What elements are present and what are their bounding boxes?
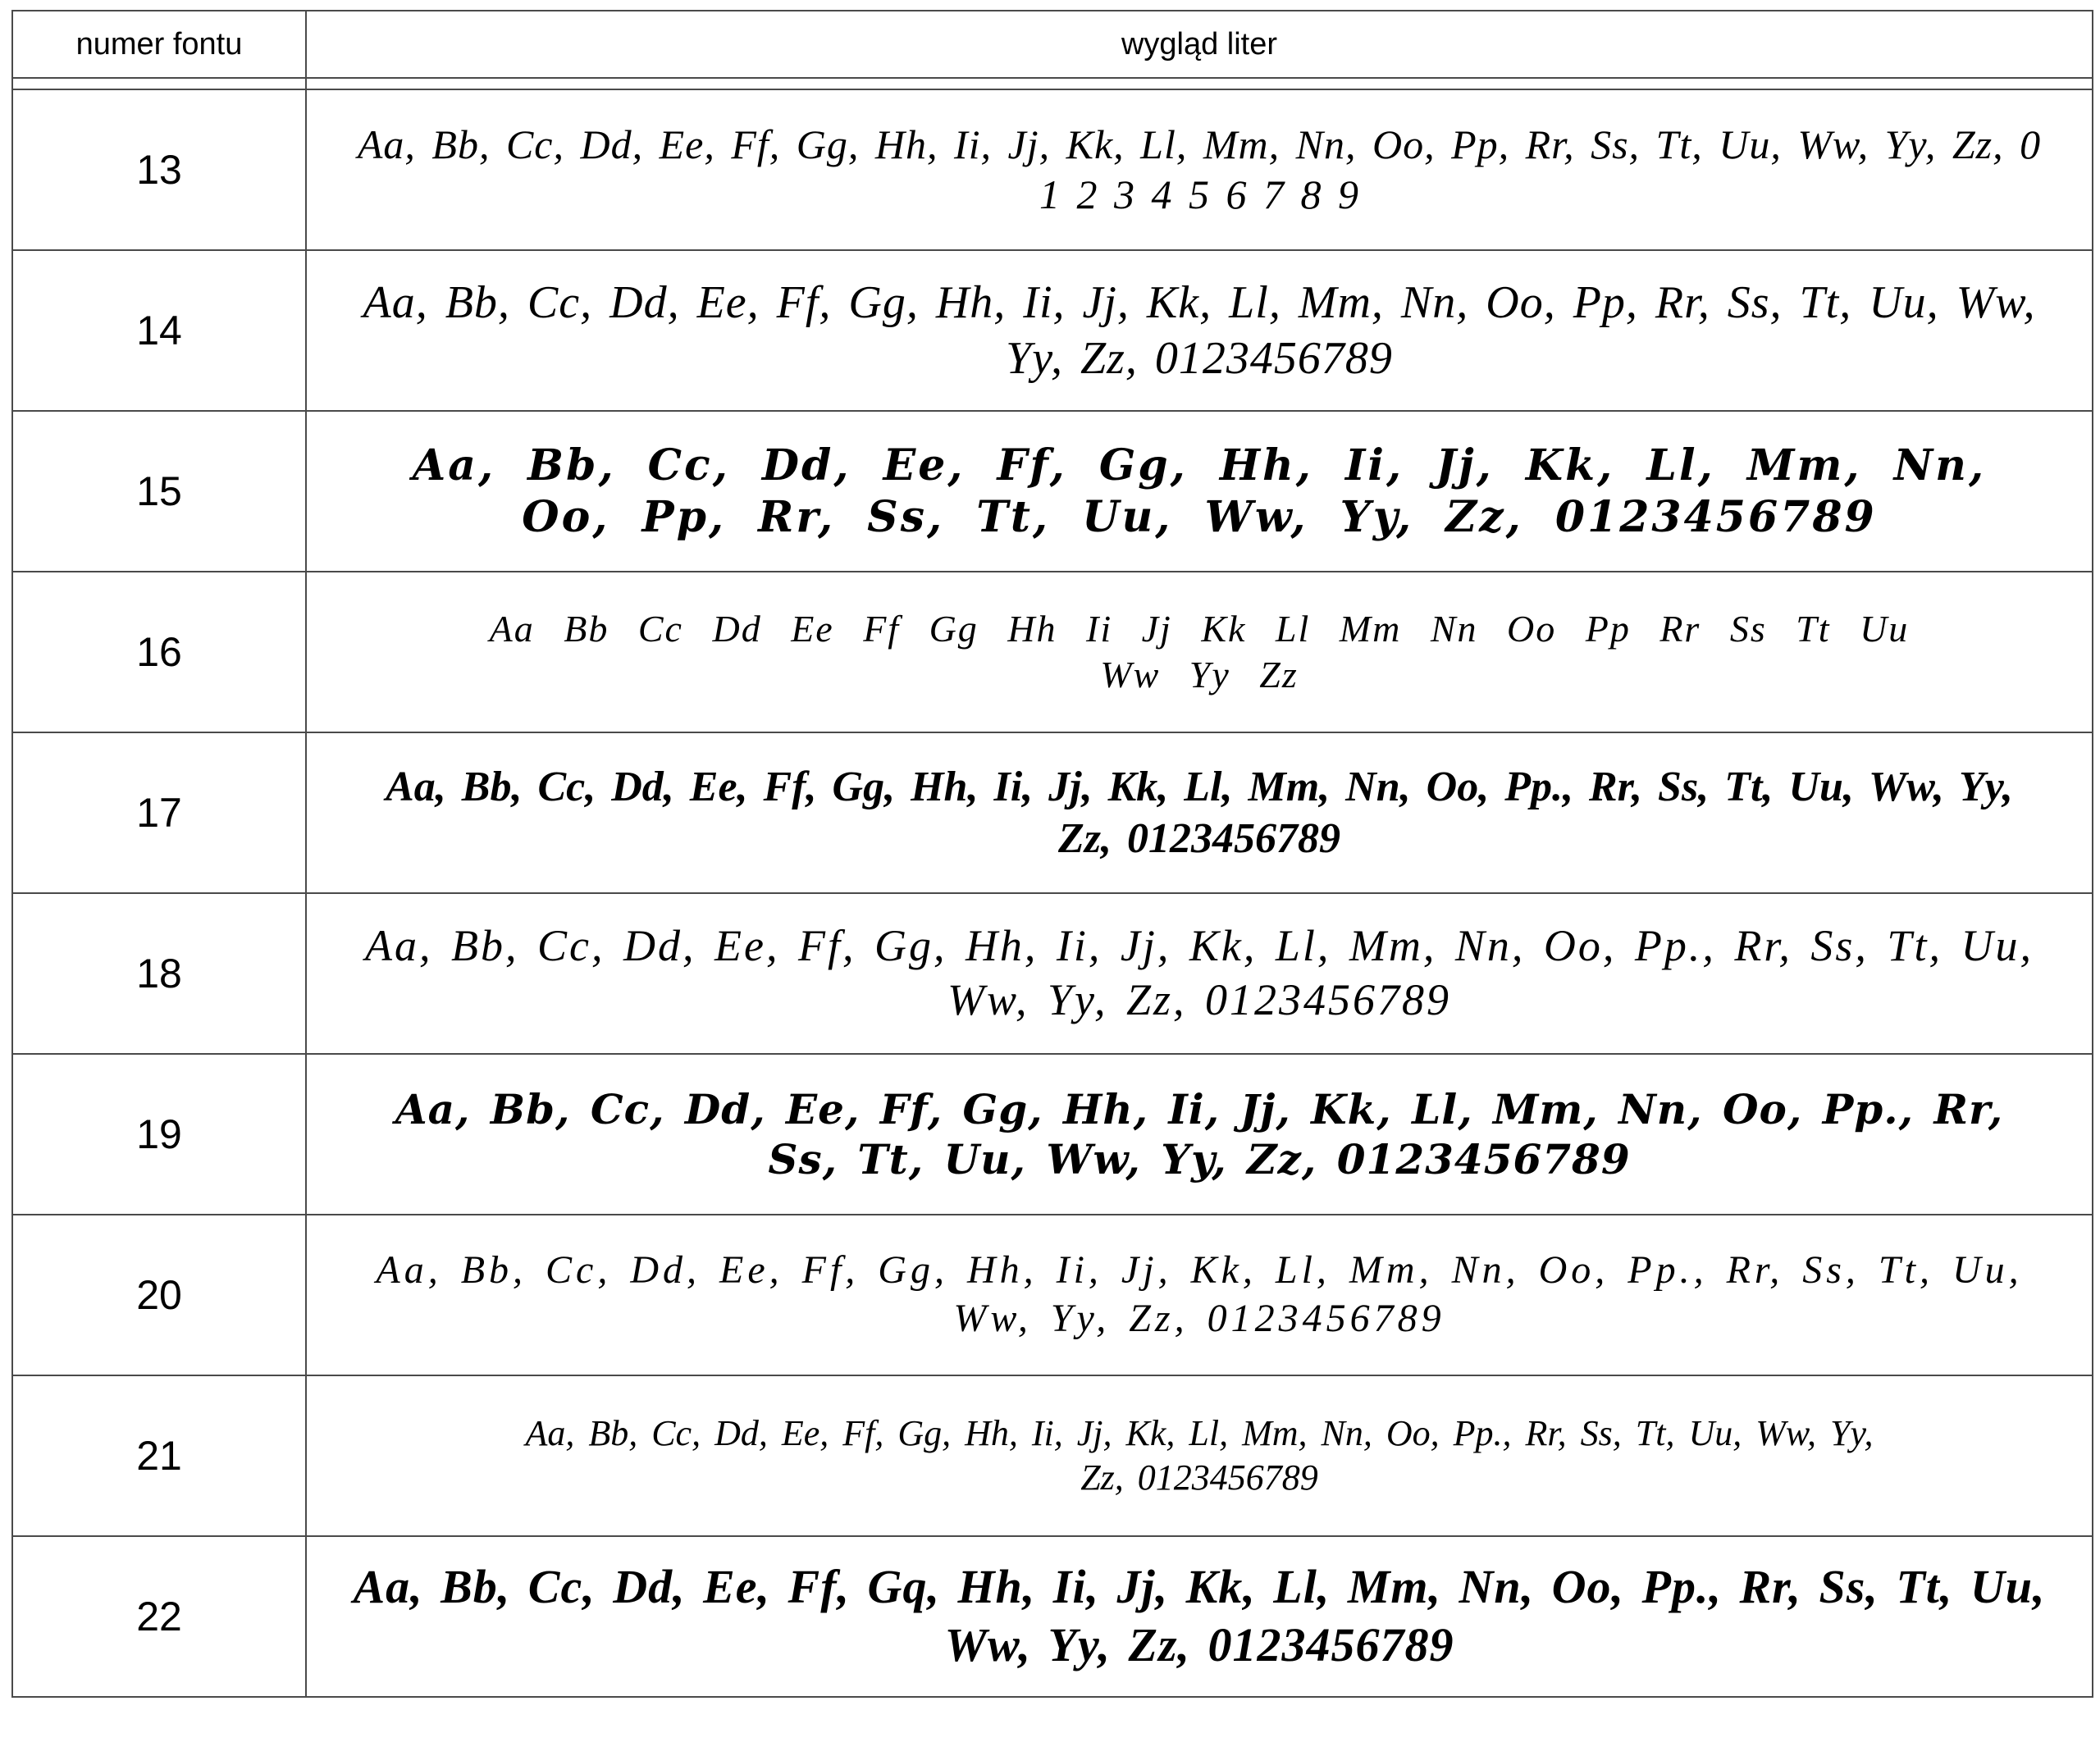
spacer-cell (306, 78, 2093, 89)
table-row (12, 250, 2093, 411)
font-sample-cell (306, 1054, 2093, 1215)
header-letter-appearance: wygląd liter (306, 11, 2093, 78)
font-sample: Aa, Bb, Cc, Dd, Ee, Ff, Gg, Hh, Ii, Jj, Kk, Ll, Mm, Nn, Oo, Pp., Rr, Ss, Tt, Uu, Ww, Yy, Zz, 0123456789 (525, 1413, 1874, 1498)
font-sample-cell (306, 1215, 2093, 1375)
table-row (12, 1054, 2093, 1215)
font-sample-cell (306, 1375, 2093, 1536)
table-row (12, 1536, 2093, 1697)
spacer-cell (12, 78, 306, 89)
font-sample-cell (306, 1536, 2093, 1697)
table-row (12, 411, 2093, 572)
font-table-sheet (11, 10, 2092, 1711)
font-number: 19 (12, 1054, 306, 1215)
font-number: 15 (12, 411, 306, 572)
font-number: 21 (12, 1375, 306, 1536)
font-sample-cell (306, 893, 2093, 1054)
table-row (12, 1215, 2093, 1375)
font-sample-cell (306, 250, 2093, 411)
font-sample: Aa, Bb, Cc, Dd, Ee, Ff, Gg, Hh, Ii, Jj, Kk, Ll, Mm, Nn, Oo, Pp., Rr, Ss, Tt, Uu, Ww, Yy, Zz, 0123456789 (376, 1248, 2023, 1340)
font-number: 16 (12, 572, 306, 732)
table-row (12, 89, 2093, 250)
font-number: 18 (12, 893, 306, 1054)
font-number: 20 (12, 1215, 306, 1375)
font-number: 17 (12, 732, 306, 893)
font-sample: Aa, Bb, Cc, Dd, Ee, Ff, Gg, Hh, Ii, Jj, Kk, Ll, Mm, Nn, Oo, Pp, Rr, Ss, Tt, Uu, Ww, Yy, Zz, 0123456789 (412, 440, 1987, 542)
font-sample: Aa, Bb, Cc, Dd, Ee, Ff, Gg, Hh, Ii, Jj, Kk, Ll, Mm, Nn, Oo, Pp, Rr, Ss, Tt, Uu, Ww, Yy, Zz, 0123456789 (363, 276, 2036, 384)
header-row (12, 11, 2093, 78)
font-samples-table (11, 10, 2093, 1698)
table-row (12, 1375, 2093, 1536)
table-row (12, 572, 2093, 732)
font-sample-cell (306, 572, 2093, 732)
font-number: 22 (12, 1536, 306, 1697)
table-row (12, 893, 2093, 1054)
header-font-number: numer fontu (12, 11, 306, 78)
font-sample-cell (306, 89, 2093, 250)
font-sample: Aa, Bb, Cc, Dd, Ee, Ff, Gq, Hh, Ii, Jj, Kk, Ll, Mm, Nn, Oo, Pp., Rr, Ss, Tt, Uu, Ww, Yy, Zz, 0123456789 (353, 1560, 2046, 1671)
header-spacer (12, 78, 2093, 89)
font-sample: Aa Bb Cc Dd Ee Ff Gg Hh Ii Jj Kk Ll Mm Nn Oo Pp Rr Ss Tt Uu Ww Yy Zz (489, 607, 1910, 695)
font-sample-cell (306, 732, 2093, 893)
font-sample: Aa, Bb, Cc, Dd, Ee, Ff, Gg, Hh, Ii, Jj, Kk, Ll, Mm, Nn, Oo, Pp., Rr, Ss, Tt, Uu, Ww, Yy, Zz, 0123456789 (386, 763, 2013, 862)
table-row (12, 732, 2093, 893)
font-number: 13 (12, 89, 306, 250)
font-sample: Aa, Bb, Cc, Dd, Ee, Ff, Gg, Hh, Ii, Jj, Kk, Ll, Mm, Nn, Oo, Pp., Rr, Ss, Tt, Uu, Ww, Yy, Zz, 0123456789 (365, 921, 2034, 1024)
font-sample: Aa, Bb, Cc, Dd, Ee, Ff, Gg, Hh, Ii, Jj, Kk, Ll, Mm, Nn, Oo, Pp, Rr, Ss, Tt, Uu, Ww, Yy, Zz, 0 1 2 3 4 5 6 7 8 9 (357, 121, 2042, 217)
font-sample: Aa, Bb, Cc, Dd, Ee, Ff, Gg, Hh, Ii, Jj, Kk, Ll, Mm, Nn, Oo, Pp., Rr, Ss, Tt, Uu, Ww, Yy, Zz, 0123456789 (395, 1085, 2004, 1183)
font-sample-cell (306, 411, 2093, 572)
font-number: 14 (12, 250, 306, 411)
